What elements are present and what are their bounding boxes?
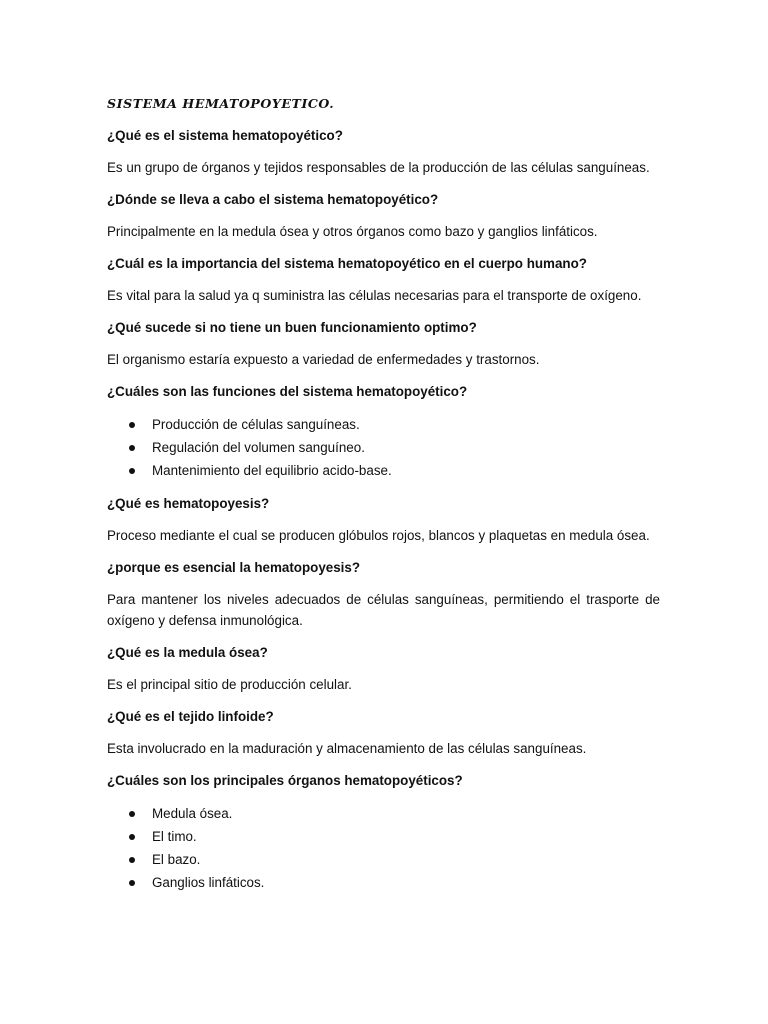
list-item-text: Mantenimiento del equilibrio acido-base. [152, 463, 392, 478]
answer-paragraph: Para mantener los niveles adecuados de células sanguíneas, permitiendo el trasporte de oxígeno y defensa inmunológica. [107, 592, 660, 628]
bullet-dot-icon [129, 811, 135, 817]
bullet-dot-icon [129, 857, 135, 863]
bullet-dot-icon [129, 468, 135, 474]
question-heading: ¿Qué es el tejido linfoide? [107, 709, 274, 724]
list-item-text: El timo. [152, 829, 197, 844]
document-body [107, 93, 660, 905]
list-item-text: Ganglios linfáticos. [152, 875, 265, 890]
answer-paragraph: El organismo estaría expuesto a variedad de enfermedades y trastornos. [107, 352, 540, 367]
answer-paragraph: Principalmente en la medula ósea y otros órganos como bazo y ganglios linfáticos. [107, 224, 598, 239]
bullet-list [107, 413, 660, 482]
list-item [107, 413, 660, 436]
document-title: SISTEMA HEMATOPOYETICO. [107, 96, 335, 111]
question-heading: ¿Qué es hematopoyesis? [107, 496, 270, 511]
question-heading: ¿Qué sucede si no tiene un buen funcionamiento optimo? [107, 320, 477, 335]
question-heading: ¿Dónde se lleva a cabo el sistema hematopoyético? [107, 192, 439, 207]
question-heading: ¿Qué es el sistema hematopoyético? [107, 128, 343, 143]
answer-paragraph: Es un grupo de órganos y tejidos responsables de la producción de las células sanguíneas. [107, 160, 650, 175]
question-heading: ¿Qué es la medula ósea? [107, 645, 268, 660]
list-item [107, 825, 660, 848]
list-item-text: El bazo. [152, 852, 201, 867]
answer-paragraph: Proceso mediante el cual se producen glóbulos rojos, blancos y plaquetas en medula ósea. [107, 528, 650, 543]
bullet-dot-icon [129, 422, 135, 428]
list-item [107, 459, 660, 482]
list-item-text: Producción de células sanguíneas. [152, 417, 360, 432]
list-item-text: Regulación del volumen sanguíneo. [152, 440, 365, 455]
question-heading: ¿porque es esencial la hematopoyesis? [107, 560, 361, 575]
list-item [107, 802, 660, 825]
bullet-dot-icon [129, 445, 135, 451]
question-heading: ¿Cuáles son las funciones del sistema hematopoyético? [107, 384, 468, 399]
answer-paragraph: Esta involucrado en la maduración y almacenamiento de las células sanguíneas. [107, 741, 587, 756]
answer-paragraph: Es el principal sitio de producción celular. [107, 677, 352, 692]
question-heading: ¿Cuál es la importancia del sistema hematopoyético en el cuerpo humano? [107, 256, 587, 271]
list-item [107, 848, 660, 871]
list-item-text: Medula ósea. [152, 806, 233, 821]
list-item [107, 871, 660, 894]
bullet-list [107, 802, 660, 894]
answer-paragraph: Es vital para la salud ya q suministra las células necesarias para el transporte de oxígeno. [107, 288, 642, 303]
bullet-dot-icon [129, 834, 135, 840]
bullet-dot-icon [129, 880, 135, 886]
question-heading: ¿Cuáles son los principales órganos hematopoyéticos? [107, 773, 463, 788]
list-item [107, 436, 660, 459]
